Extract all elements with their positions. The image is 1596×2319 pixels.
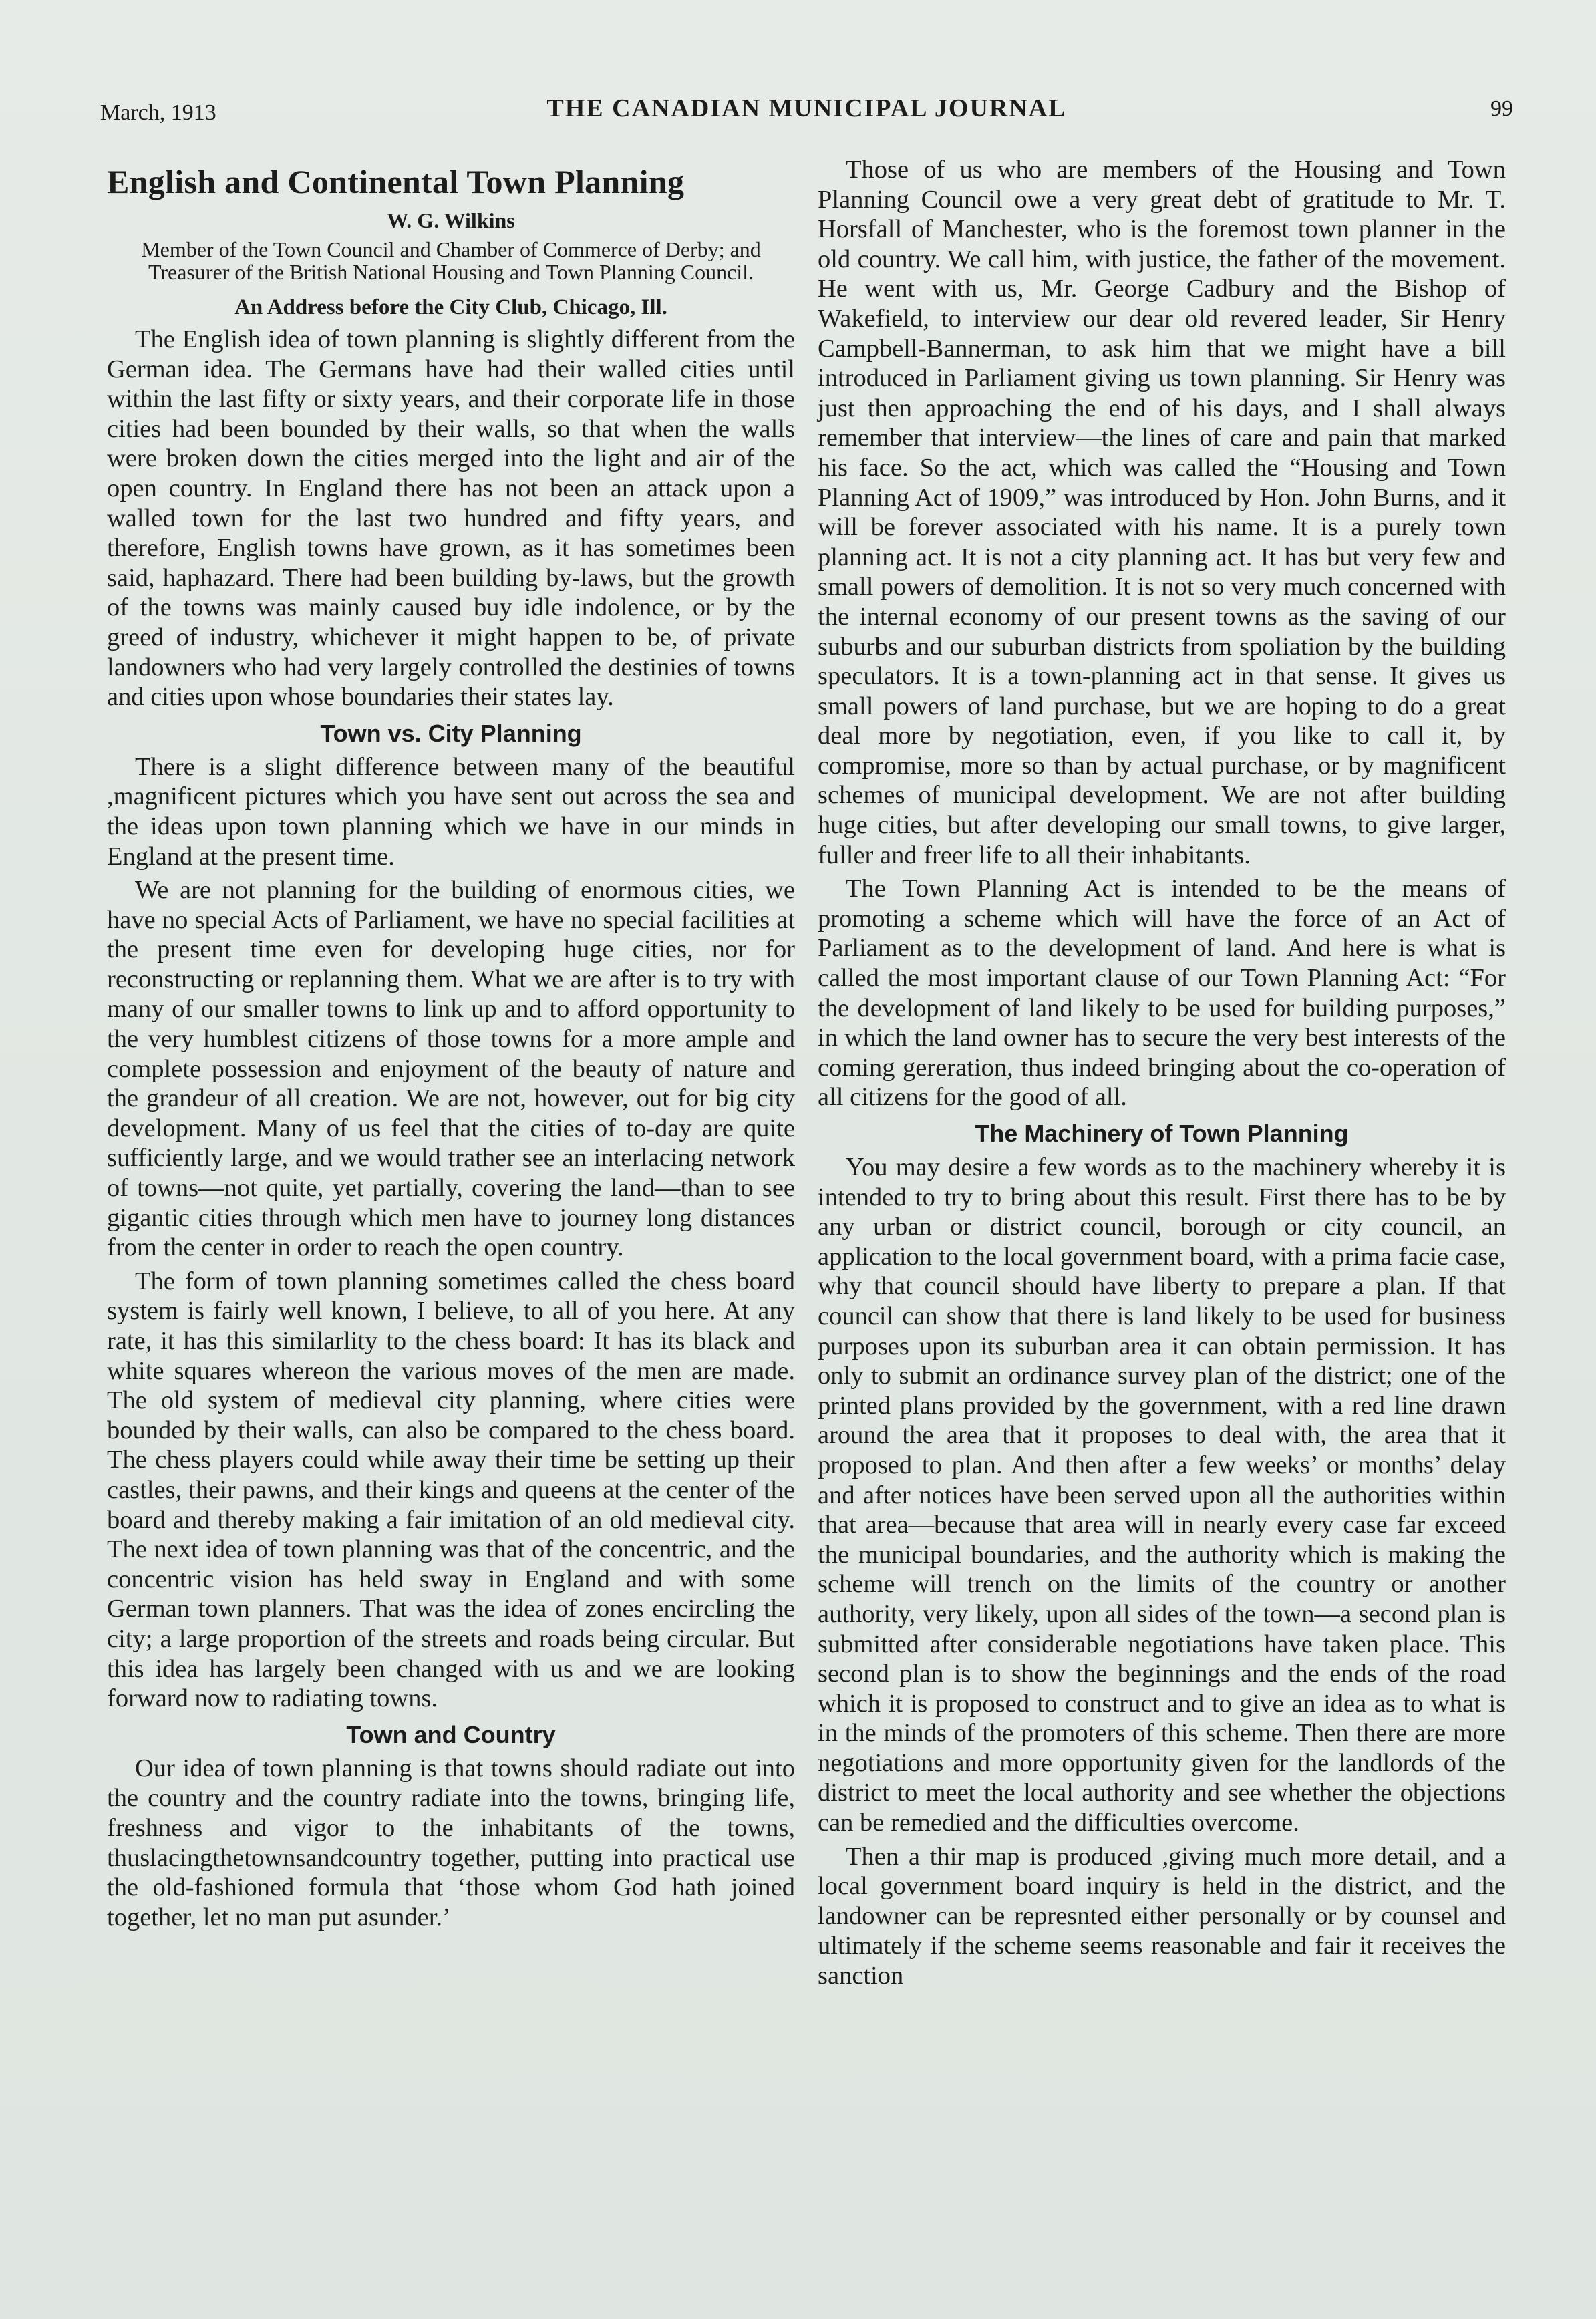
- paragraph: The form of town planning sometimes called the chess board system is fairly well known, I believe, to all of you here. At any rate, it has this similarlity to the chess board: It has its black and white squares whereon the various moves of the men are made. The old system of medieval city planning, where cities were bounded by their walls, can also be compared to the chess board. The chess players could while away their time be setting up their castles, their pawns, and their kings and queens at the center of the board and thereby making a fair imitation of an old medieval city. The next idea of town planning was that of the concentric, and the concentric vision has held sway in England and with some German town planners. That was the idea of zones encircling the city; a large proportion of the streets and roads being circular. But this idea has largely been changed with us and we are looking forward now to radiating towns.: [107, 1267, 795, 1713]
- running-head: [100, 94, 1513, 127]
- paragraph: The Town Planning Act is intended to be the means of promoting a scheme which will have the force of an Act of Parliament as to the development of land. And here is what is called the most important clause of our Town Planning Act: “For the development of land likely to be used for building purposes,” in which the land owner has to secure the very best interests of the coming gereration, thus indeed bringing about the co-operation of all citizens for the good of all.: [818, 875, 1506, 1112]
- page-number: 99: [1490, 96, 1513, 121]
- section-heading: The Machinery of Town Planning: [975, 1120, 1349, 1147]
- paragraph: We are not planning for the building of enormous cities, we have no special Acts of Parliament, we have no special facilities at the present time even for developing huge cities, nor for reconstructing or replanning them. What we are after is to try with many of our smaller towns to link up and to afford opportunity to the very humblest citizens of those towns for a more ample and complete possession and enjoyment of the beauty of nature and the grandeur of all creation. We are not, however, out for big city development. Many of us feel that the cities of to-day are quite sufficiently large, and we would trather see an interlacing network of towns—not quite, yet partially, covering the land—than to see gigantic cities through which men have to journey long distances from the center in order to reach the open country.: [107, 876, 795, 1262]
- article-author: W. G. Wilkins: [387, 208, 515, 233]
- journal-title: THE CANADIAN MUNICIPAL JOURNAL: [546, 94, 1067, 122]
- paragraph: Those of us who are members of the Housing and Town Planning Council owe a very great debt of gratitude to Mr. T. Horsfall of Manchester, who is the foremost town planner in the old country. We call him, with justice, the father of the movement. He went with us, Mr. George Cadbury and the Bishop of Wakefield, to interview our dear old revered leader, Sir Henry Campbell-Bannerman, to ask him that we might have a bill introduced in Parliament giving us town planning. Sir Henry was just then approaching the end of his days, and I shall always remember that interview—the lines of care and pain that marked his face. So the act, which was called the “Housing and Town Planning Act of 1909,” was introduced by Hon. John Burns, and it will be forever associated with his name. It is a purely town planning act. It is not a city planning act. It has but very few and small powers of demolition. It is not so very much concerned with the internal economy of our present towns as the saving of our suburbs and our suburban districts from spoliation by the building speculators. It is a town-planning act in that sense. It gives us small powers of land purchase, but we are hoping to do a great deal more by negotiation, even, if you like to call it, by compromise, more so than by actual purchase, or by magnificent schemes of municipal development. We are not after building huge cities, but after developing our small towns, to give larger, fuller and freer life to all their inhabitants.: [818, 156, 1506, 869]
- section-heading: Town and Country: [346, 1720, 556, 1748]
- address-line: An Address before the City Club, Chicago, Ill.: [234, 295, 667, 319]
- right-column: [818, 155, 1506, 1995]
- issue-date: March, 1913: [100, 100, 216, 125]
- article-title: English and Continental Town Planning: [107, 163, 685, 200]
- paragraph: Our idea of town planning is that towns should radiate out into the country and the country radiate into the towns, bringing life, freshness and vigor to the inhabitants of the towns, thuslacingthetownsandcountry together, putting into practical use the old-fashioned formula that ‘those whom God hath joined together, let no man put asunder.’: [107, 1754, 795, 1931]
- paragraph: You may desire a few words as to the machinery whereby it is intended to try to bring about this result. First there has to be by any urban or district council, borough or city council, an application to the local government board, with a prima facie case, why that council should have liberty to prepare a plan. If that council can show that there is land likely to be used for business purposes upon its suburban area it can obtain permission. It has only to submit an ordinance survey plan of the district; one of the printed plans provided by the government, with a red line drawn around the area that it proposes to deal with, the area that it proposed to plan. And then after a few weeks’ or months’ delay and after notices have been served upon all the authorities within that area—because that area will in nearly every case far exceed the municipal boundaries, and the authority which is making the scheme will trench on the limits of the country or another authority, very likely, upon all sides of the town—a second plan is submitted after considerable negotiations have taken place. This second plan is to show the beginnings and the ends of the road which it is proposed to construct and to give an idea as to what is in the minds of the promoters of this scheme. Then there are more negotiations and more opportunity given for the landlords of the district to meet the local authority and see whether the objections can be remedied and the difficulties overcome.: [818, 1153, 1506, 1837]
- paragraph: The English idea of town planning is slightly different from the German idea. The Germans have had their walled cities until within the last fifty or sixty years, and their corporate life in those cities had been bounded by their walls, so that when the walls were broken down the cities merged into the light and air of the open country. In England there has not been an attack upon a walled town for the last two hundred and fifty years, and therefore, English towns have grown, as it has sometimes been said, haphazard. There had been building by-laws, but the growth of the towns was mainly caused buy idle indolence, or by the greed of industry, whichever it might happen to be, of private landowners who had very largely controlled the destinies of towns and cities upon whose boundaries their states lay.: [107, 325, 795, 712]
- author-affiliation: Member of the Town Council and Chamber of Commerce of Derby; and Treasurer of the British National Housing and Town Planning Council.: [141, 237, 761, 284]
- paragraph: There is a slight difference between many of the beautiful ,magnificent pictures which you have sent out across the sea and the ideas upon town planning which we have in our minds in England at the present time.: [107, 752, 795, 871]
- left-column: [107, 155, 795, 1936]
- paragraph: Then a thir map is produced ,giving much more detail, and a local government board inquiry is held in the district, and the landowner can be represnted either personally or by counsel and ultimately if the scheme seems reasonable and fair it receives the sanction: [818, 1842, 1506, 1990]
- section-heading: Town vs. City Planning: [320, 719, 582, 747]
